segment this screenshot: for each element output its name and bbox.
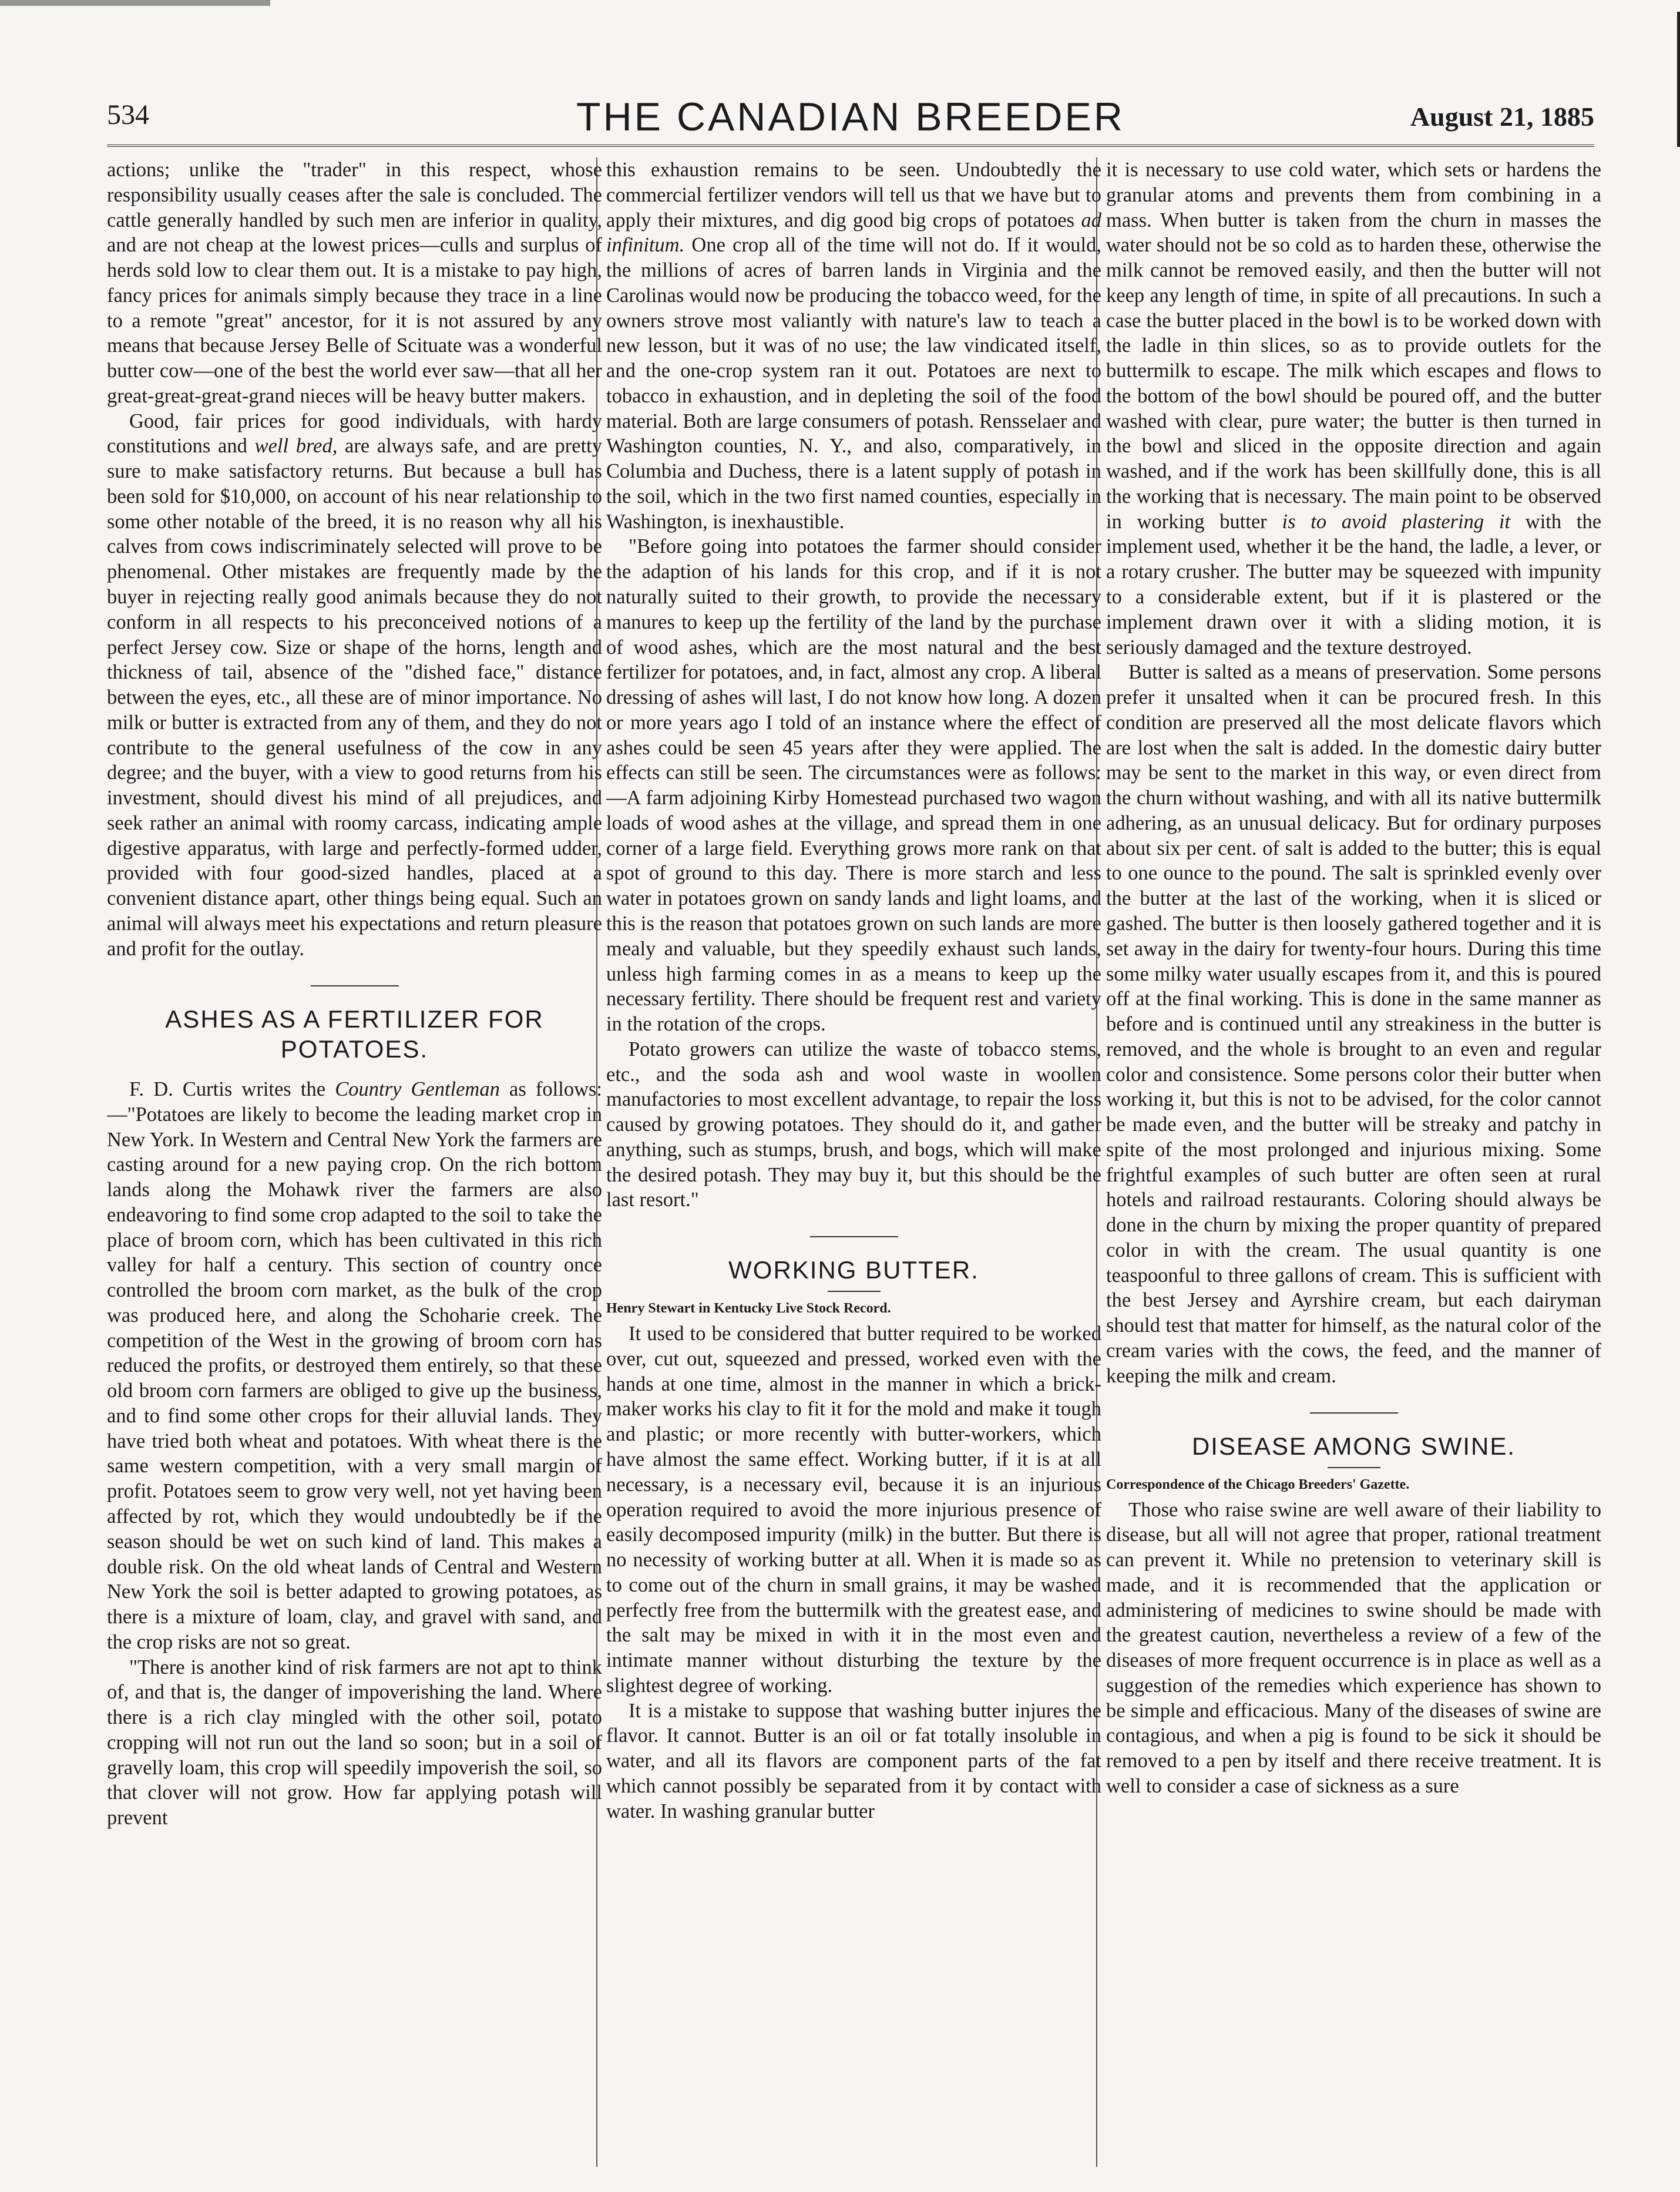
article-paragraph: this exhaustion remains to be seen. Undoubtedly the commercial fertilizer vendors will tell us that we have but to apply their mixtures, and dig good big crops of potatoes ad infinitum. One crop all of the time will not do. If it would, the millions of acres of barren lands in Virginia and the Carolinas would now be producing the tobacco weed, for the owners strove most valiantly with nature's law to teach a new lesson, but it was of no use; the law vindicated itself, and the one-crop system ran it out. Potatoes are next to tobacco in exhaustion, and in depleting the soil of the food material. Both are large consumers of potash. Rensselaer and Washington counties, N. Y., and also, comparatively, in Columbia and Duchess, there is a latent supply of potash in the soil, which in the two first named counties, especially in Washington, is inexhaustible. [606, 159, 1101, 533]
paper-title: THE CANADIAN BREEDER [576, 95, 1125, 139]
article-paragraph: F. D. Curtis writes the Country Gentleman as follows:—"Potatoes are likely to become the leading market crop in New York. In Western and Central New York the farmers are casting around for a new paying crop. On the rich bottom lands along the Mohawk river the farmers are also endeavoring to find some crop adapted to the soil to take the place of broom corn, which has been cultivated in this rich valley for half a century. This section of country once controlled the broom corn market, as the bulk of the crop was produced here, and along the Schoharie creek. The competition of the West in the growing of broom corn has reduced the profits, or destroyed them entirely, so that these old broom corn farmers are obliged to give up the business, and to find some other crops for their alluvial lands. They have tried both wheat and potatoes. With wheat there is the same western competition, with a very small margin of profit. Potatoes seem to grow very well, not yet having been affected by rot, which they would undoubtedly be if the season should be wet on such kind of land. This makes a double risk. On the old wheat lands of Central and Western New York the soil is better adapted to growing potatoes, as there is a mixture of loam, clay, and gravel with sand, and the crop risks are not so great. [107, 1077, 602, 1653]
section-divider [810, 1236, 898, 1237]
article-title-ashes: ASHES AS A FERTILIZER FOR POTATOES. [165, 1005, 544, 1063]
article-title-disease-swine: DISEASE AMONG SWINE. [1191, 1432, 1516, 1460]
article-paragraph: It is a mistake to suppose that washing butter injures the flavor. It cannot. Butter is an oil or fat totally insoluble in water, and all its flavors are component parts of the fat which cannot possibly be separated from it by contact with water. In washing granular butter [606, 1699, 1101, 1822]
article-paragraph: It used to be considered that butter required to be worked over, cut out, squeezed and pressed, worked even with the hands at one time, almost in the manner in which a brick-maker works his clay to fit it for the mold and make it tough and plastic; or more recently with butter-workers, which have almost the same effect. Working butter, if it is at all necessary, is a necessary evil, because it is an injurious operation required to avoid the more injurious presence of easily decomposed impurity (milk) in the butter. But there is no necessity of working butter at all. When it is made so as to come out of the churn in small grains, it may be washed perfectly free from the buttermilk with the greatest ease, and the salt may be mixed in with it in the most even and intimate manner without disturbing the texture by the slightest degree of working. [606, 1322, 1101, 1697]
title-underline [1328, 1467, 1380, 1468]
article-paragraph: Butter is salted as a means of preservation. Some persons prefer it unsalted when it can be procured fresh. In this condition are preserved all the most delicate flavors which are lost when the salt is added. In the domestic dairy butter may be sent to the market in this way, or even direct from the churn without washing, and with all its native buttermilk adhering, as an unusual delicacy. But for ordinary purposes about six per cent. of salt is added to the butter; this is equal to one ounce to the pound. The salt is sprinkled evenly over the butter at the last of the working, when it is sliced or gashed. The butter is then loosely gathered together and it is set away in the dairy for twenty-four hours. During this time some milky water usually escapes from it, and this is poured off at the final working. This is done in the same manner as before and is continued until any streakiness in the butter is removed, and the whole is brought to an even and regular color and consistence. Some persons color their butter when working it, but this is not to be advised, for the color cannot be made even, and the butter will be streaky and patchy in spite of the most prolonged and injurious mixing. Some frightful examples of such butter are often seen at rural hotels and railroad restaurants. Coloring should always be done in the churn by mixing the proper quantity of prepared color in with the cream. The usual quantity is one teaspoonful to three gallons of cream. This is sufficient with the best Jersey and Ayrshire cream, but each dairyman should test that matter for himself, as the natural color of the cream varies with the cows, the feed, and the manner of keeping the milk and cream. [1106, 661, 1601, 1387]
top-edge-rule [0, 0, 270, 6]
article-source: Henry Stewart in Kentucky Live Stock Record. [606, 1301, 891, 1317]
column-3 [1106, 157, 1601, 2167]
article-paragraph: it is necessary to use cold water, which sets or hardens the granular atoms and prevents them from combining in a mass. When butter is taken from the churn in masses the water should not be so cold as to harden these, otherwise the milk cannot be removed easily, and then the butter will not keep any length of time, in spite of all precautions. In such a case the butter placed in the bowl is to be worked down with the ladle in thin slices, so as to provide outlets for the buttermilk to escape. The milk which escapes and flows to the bottom of the bowl should be poured off, and the butter washed with clear, pure water; the butter is then turned in the bowl and sliced in the opposite direction and again washed, and if the work has been skillfully done, this is all the working that is necessary. The main point to be observed in working butter is to avoid plastering it with the implement used, whether it be the hand, the ladle, a lever, or a rotary crusher. The butter may be squeezed with impunity to a considerable extent, but if it is plastered or the implement drawn over it with a sliding motion, it is seriously damaged and the texture destroyed. [1106, 159, 1601, 659]
header-rule [107, 145, 1594, 147]
right-edge-rule [1677, 12, 1680, 147]
article-paragraph: Those who raise swine are well aware of their liability to disease, but all will not agree that proper, rational treatment can prevent it. While no pretension to veterinary skill is made, and it is recommended that the application or administering of medicines to swine should be made with the greatest caution, nevertheless a review of a few of the diseases of more frequent occurrence is in place as well as a suggestion of the remedies which experience has shown to be simple and efficacious. Many of the diseases of swine are contagious, and when a pig is found to be sick it should be removed to a pen by itself and there receive treatment. It is well to consider a case of sickness as a sure [1106, 1498, 1601, 1797]
article-paragraph: "There is another kind of risk farmers are not apt to think of, and that is, the danger of impoverishing the land. Where there is a rich clay mingled with the other soil, potato cropping will not run out the land so soon; but in a soil of gravelly loam, this crop will speedily impoverish the soil, so that clover will not grow. How far applying potash will prevent [107, 1656, 602, 1830]
section-divider [1310, 1412, 1398, 1414]
article-paragraph: actions; unlike the "trader" in this respect, whose responsibility usually ceases after the sale is concluded. The cattle generally handled by such men are inferior in quality, and are not cheap at the lowest prices—culls and surplus of herds sold low to clear them out. It is a mistake to pay high, fancy prices for animals simply because they trace in a line to a remote "great" ancestor, for it is not assured by any means that because Jersey Belle of Scituate was a wonderful butter cow—one of the best the world ever saw—that all her great-great-great-grand nieces will be heavy butter makers. [107, 159, 602, 407]
article-paragraph: "Before going into potatoes the farmer should consider the adaption of his lands for this crop, and if it is not naturally suited to their growth, to provide the necessary manures to keep up the fertility of the land by the purchase of wood ashes, which are the most natural and the best fertilizer for potatoes, and, in fact, almost any crop. A liberal dressing of ashes will last, I do not know how long. A dozen or more years ago I told of an instance where the effect of ashes could be seen 45 years after they were applied. The effects can still be seen. The circumstances were as follows:—A farm adjoining Kirby Homestead purchased two wagon loads of wood ashes at the village, and spread them in one corner of a large field. Everything grows more rank on that spot of ground to this day. There is more starch and less water in potatoes grown on sandy lands and light loams, and this is the reason that potatoes grown on such lands are more mealy and valuable, but they speedily exhaust such lands, unless high farming comes in as a means to keep up the necessary fertility. There should be frequent rest and variety in the rotation of the crops. [606, 535, 1101, 1036]
title-underline [828, 1291, 881, 1292]
column-1 [107, 157, 602, 2167]
article-paragraph: Potato growers can utilize the waste of tobacco stems, etc., and the soda ash and wool waste in woollen manufactories to most excellent advantage, to repair the loss caused by growing potatoes. They should do it, and gather anything, such as stumps, brush, and bogs, which will make the desired potash. They may buy it, but this should be the last resort." [606, 1038, 1101, 1211]
article-paragraph: Good, fair prices for good individuals, with hardy constitutions and well bred, are always safe, and are pretty sure to make satisfactory returns. But because a bull has been sold for $10,000, on account of his near relationship to some other notable of the breed, it is no reason why all his calves from cows indiscriminately selected will prove to be phenomenal. Other mistakes are frequently made by the buyer in rejecting really good animals because they do not conform in all respects to his preconceived notions of a perfect Jersey cow. Size or shape of the horns, length and thickness of tail, absence of the "dished face," distance between the eyes, etc., all these are of minor importance. No milk or butter is extracted from any of them, and they do not contribute to the general usefulness of the cow in any degree; and the buyer, with a view to good returns from his investment, should divest his mind of all prejudices, and seek rather an animal with roomy carcass, indicating ample digestive apparatus, with large and perfectly-formed udder, provided with four good-sized handles, placed at a convenient distance apart, other things being equal. Such an animal will always meet his expectations and return pleasure and profit for the outlay. [107, 409, 602, 960]
masthead [107, 94, 1594, 141]
page-number: 534 [107, 99, 149, 130]
article-source: Correspondence of the Chicago Breeders' Gazette. [1106, 1476, 1410, 1492]
column-2 [606, 157, 1101, 2167]
issue-date: August 21, 1885 [1410, 102, 1594, 132]
section-divider [311, 985, 399, 986]
article-title-working-butter: WORKING BUTTER. [728, 1256, 979, 1284]
